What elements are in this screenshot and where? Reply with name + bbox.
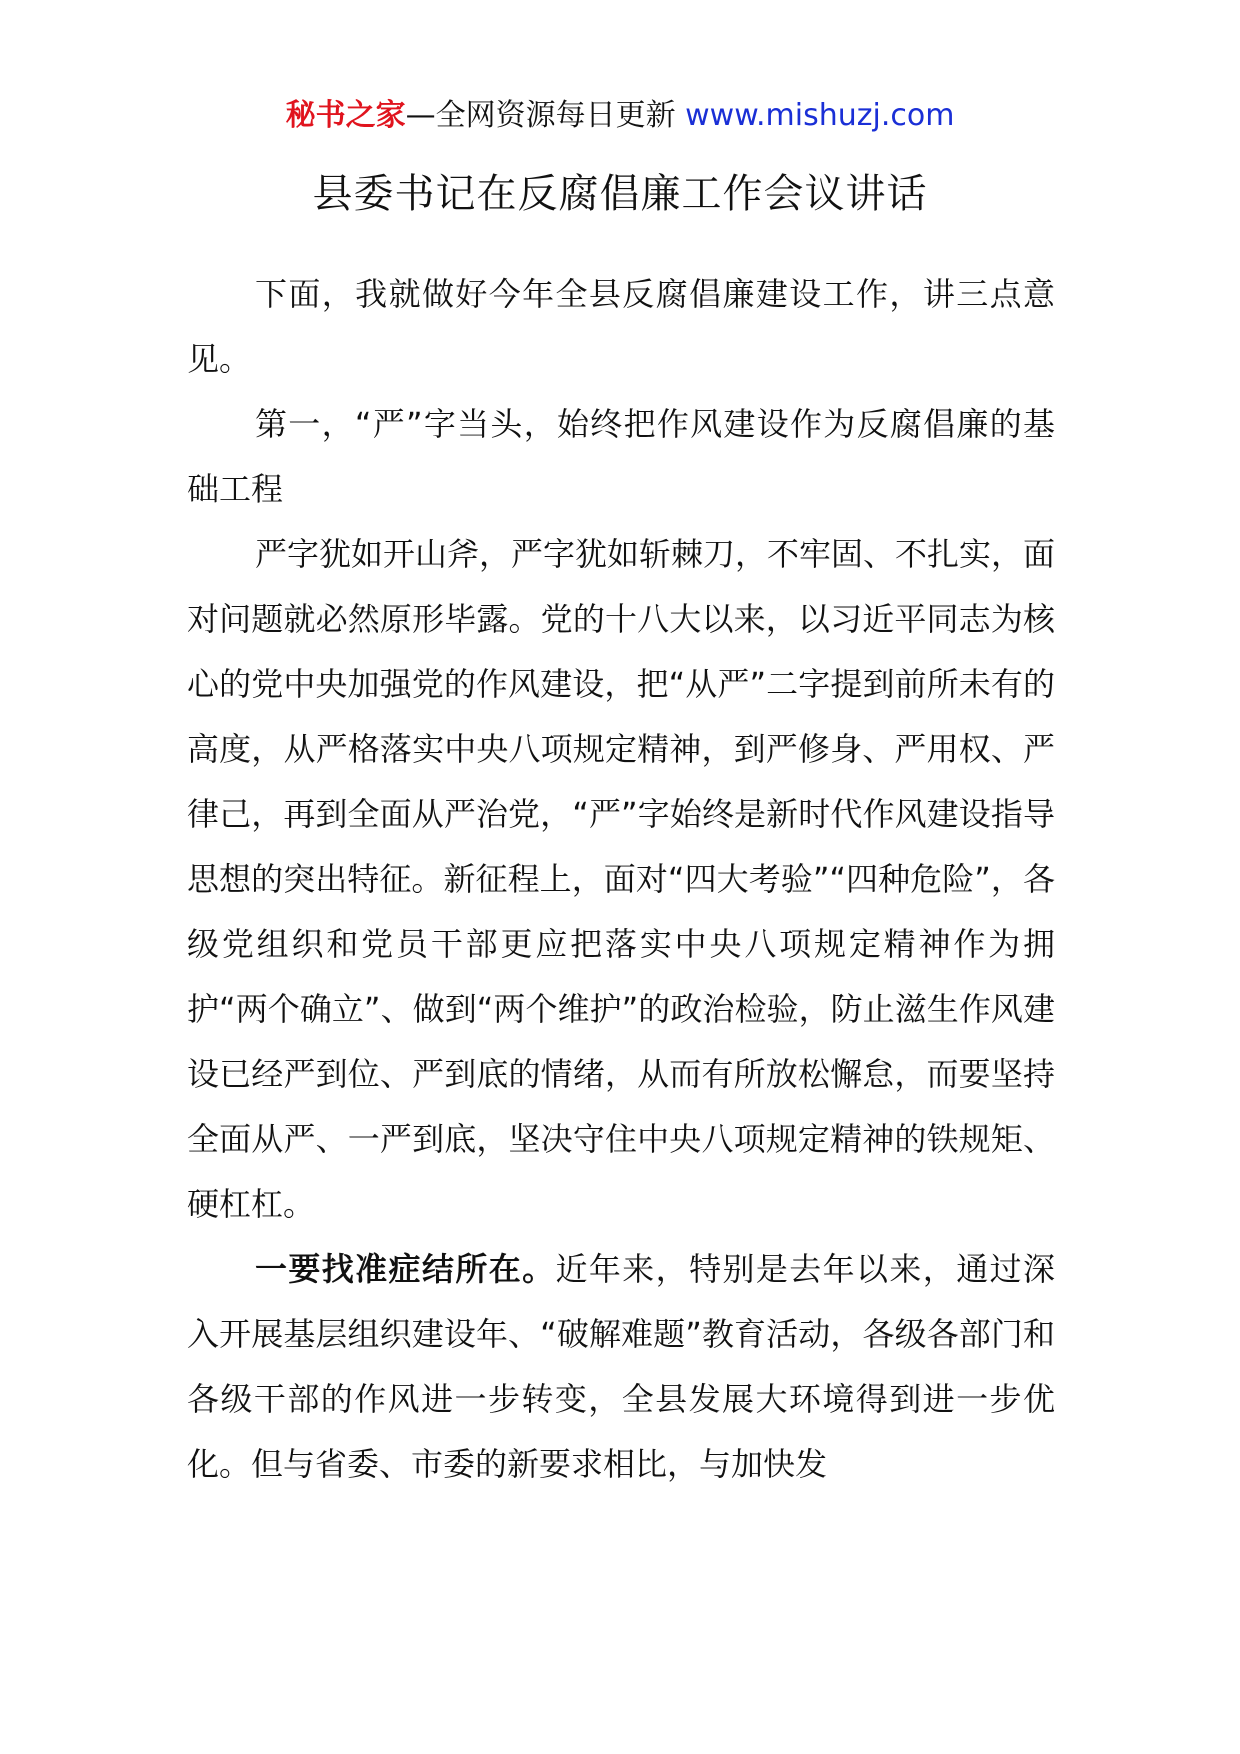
header-tagline: —全网资源每日更新	[405, 98, 686, 133]
brand-name: 秘书之家	[285, 98, 406, 133]
site-url-link[interactable]: www.mishuzj.com	[685, 98, 955, 133]
paragraph-text: 近年来，特别是去年以来，通过深入开展基层组织建设年、“破解难题”教育活动，各级各部门和各级干部的作风进一步转变，全县发展大环境得到进一步优化。但与省委、市委的新要求相比，与加快发	[187, 1250, 1055, 1483]
paragraph-lead-bold: 一要找准症结所在。	[255, 1250, 556, 1288]
paragraph-text: 第一，“严”字当头，始终把作风建设作为反腐倡廉的基础工程	[187, 405, 1055, 508]
paragraph-intro	[187, 262, 1055, 392]
watermark-header	[0, 96, 1240, 136]
paragraph-point-one	[187, 1237, 1055, 1497]
paragraph-section-heading	[187, 392, 1055, 522]
paragraph-body	[187, 522, 1055, 1237]
document-body	[187, 262, 1055, 1497]
paragraph-text: 严字犹如开山斧，严字犹如斩棘刀，不牢固、不扎实，面对问题就必然原形毕露。党的十八大以来，以习近平同志为核心的党中央加强党的作风建设，把“从严”二字提到前所未有的高度，从严格落实中央八项规定精神，到严修身、严用权、严律己，再到全面从严治党，“严”字始终是新时代作风建设指导思想的突出特征。新征程上，面对“四大考验”“四种危险”，各级党组织和党员干部更应把落实中央八项规定精神作为拥护“两个确立”、做到“两个维护”的政治检验，防止滋生作风建设已经严到位、严到底的情绪，从而有所放松懈怠，而要坚持全面从严、一严到底，坚决守住中央八项规定精神的铁规矩、硬杠杠。	[187, 535, 1056, 1223]
document-title: 县委书记在反腐倡廉工作会议讲话	[312, 171, 928, 217]
paragraph-text: 下面，我就做好今年全县反腐倡廉建设工作，讲三点意见。	[187, 275, 1055, 378]
